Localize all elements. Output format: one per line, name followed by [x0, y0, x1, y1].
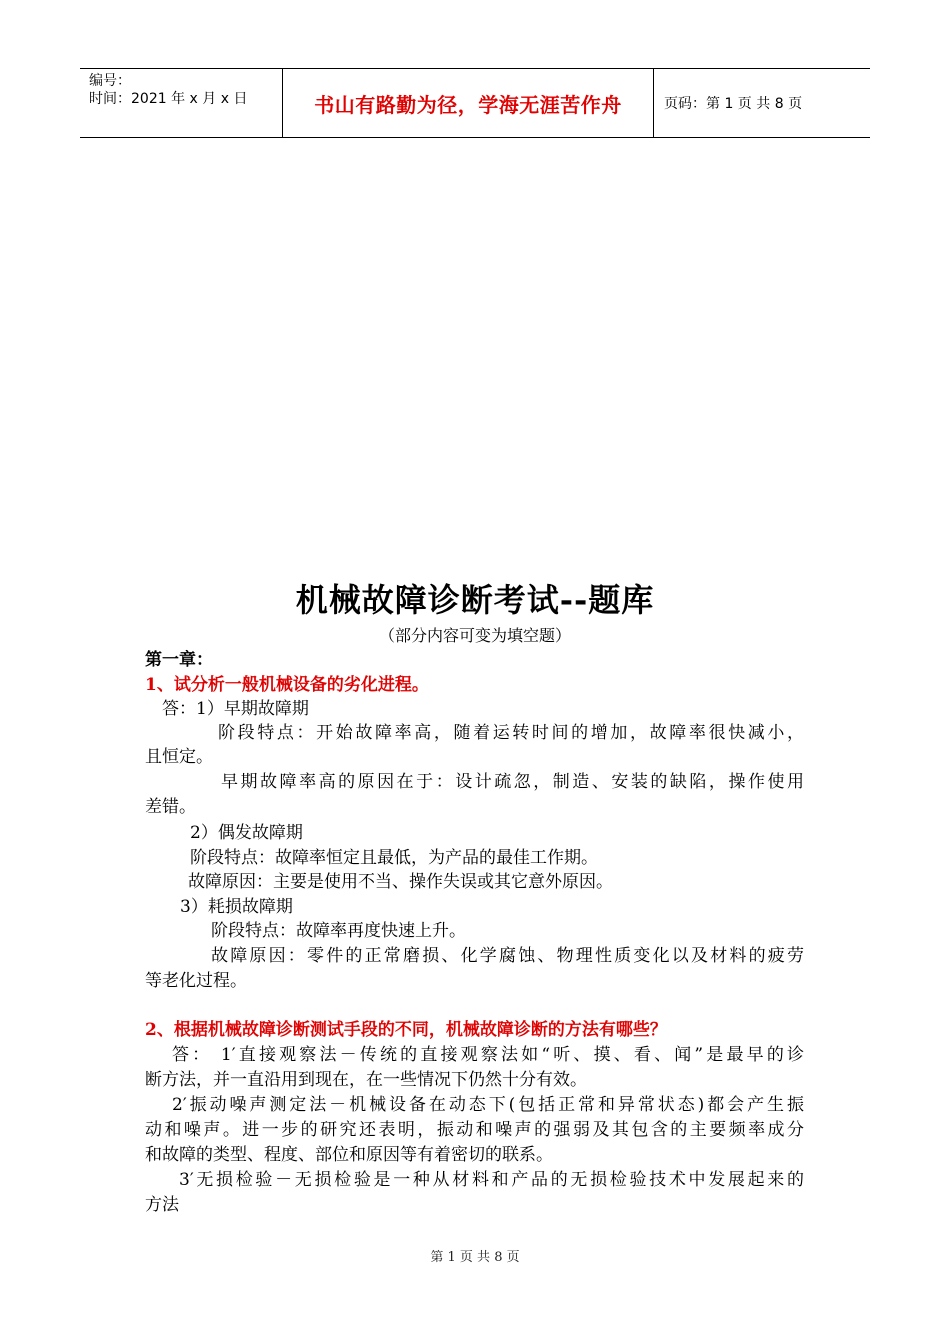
answer-2-item-3: 3′无损检验－无损检验是一种从材料和产品的无损检验技术中发展起来的 [179, 1170, 804, 1190]
header-motto: 书山有路勤为径，学海无涯苦作舟 [282, 69, 654, 137]
date-label: 时间：2021 年 x 月 x 日 [89, 91, 248, 107]
document-subtitle: （部分内容可变为填空题） [378, 626, 571, 645]
answer-1-item-1: 答：1）早期故障期 [162, 699, 309, 719]
chapter-heading: 第一章： [145, 650, 213, 670]
answer-1-item-2: 2）偶发故障期 [190, 823, 303, 843]
answer-2-item-2-cont: 动和噪声。进一步的研究还表明，振动和噪声的强弱及其包含的主要频率成分 [145, 1120, 804, 1140]
document-header [80, 68, 870, 138]
header-page-info: 页码：第 1 页 共 8 页 [664, 96, 803, 112]
question-1: 1、试分析一般机械设备的劣化进程。 [145, 675, 429, 695]
answer-1-item-1-feature-cont: 且恒定。 [145, 747, 213, 767]
answer-1-item-2-feature: 阶段特点：故障率恒定且最低，为产品的最佳工作期。 [190, 848, 598, 868]
header-meta [80, 69, 282, 137]
page-footer: 第 1 页 共 8 页 [430, 1250, 520, 1265]
question-2: 2、根据机械故障诊断测试手段的不同，机械故障诊断的方法有哪些？ [145, 1020, 667, 1040]
answer-1-item-1-feature: 阶段特点：开始故障率高，随着运转时间的增加，故障率很快减小， [218, 723, 804, 743]
answer-1-item-3-cause-cont: 等老化过程。 [145, 971, 247, 991]
answer-2-item-1: 答： 1′直接观察法－传统的直接观察法如“听、摸、看、闻”是最早的诊 [172, 1045, 804, 1065]
number-label: 编号： [89, 73, 131, 89]
answer-1-item-3: 3）耗损故障期 [180, 897, 293, 917]
answer-1-item-1-cause-cont: 差错。 [145, 797, 196, 817]
answer-2-item-2-cont2: 和故障的类型、程度、部位和原因等有着密切的联系。 [145, 1145, 553, 1165]
answer-2-item-3-cont: 方法 [145, 1195, 179, 1215]
answer-1-item-3-cause: 故障原因：零件的正常磨损、化学腐蚀、物理性质变化以及材料的疲劳 [211, 946, 804, 966]
answer-2-item-2: 2′振动噪声测定法－机械设备在动态下(包括正常和异常状态)都会产生振 [172, 1095, 804, 1115]
document-title: 机械故障诊断考试--题库 [295, 581, 655, 619]
answer-1-item-1-cause: 早期故障率高的原因在于：设计疏忽，制造、安装的缺陷，操作使用 [221, 772, 804, 792]
answer-2-item-1-cont: 断方法，并一直沿用到现在，在一些情况下仍然十分有效。 [145, 1070, 587, 1090]
answer-1-item-2-cause: 故障原因：主要是使用不当、操作失误或其它意外原因。 [188, 872, 613, 892]
answer-1-item-3-feature: 阶段特点：故障率再度快速上升。 [211, 921, 466, 941]
